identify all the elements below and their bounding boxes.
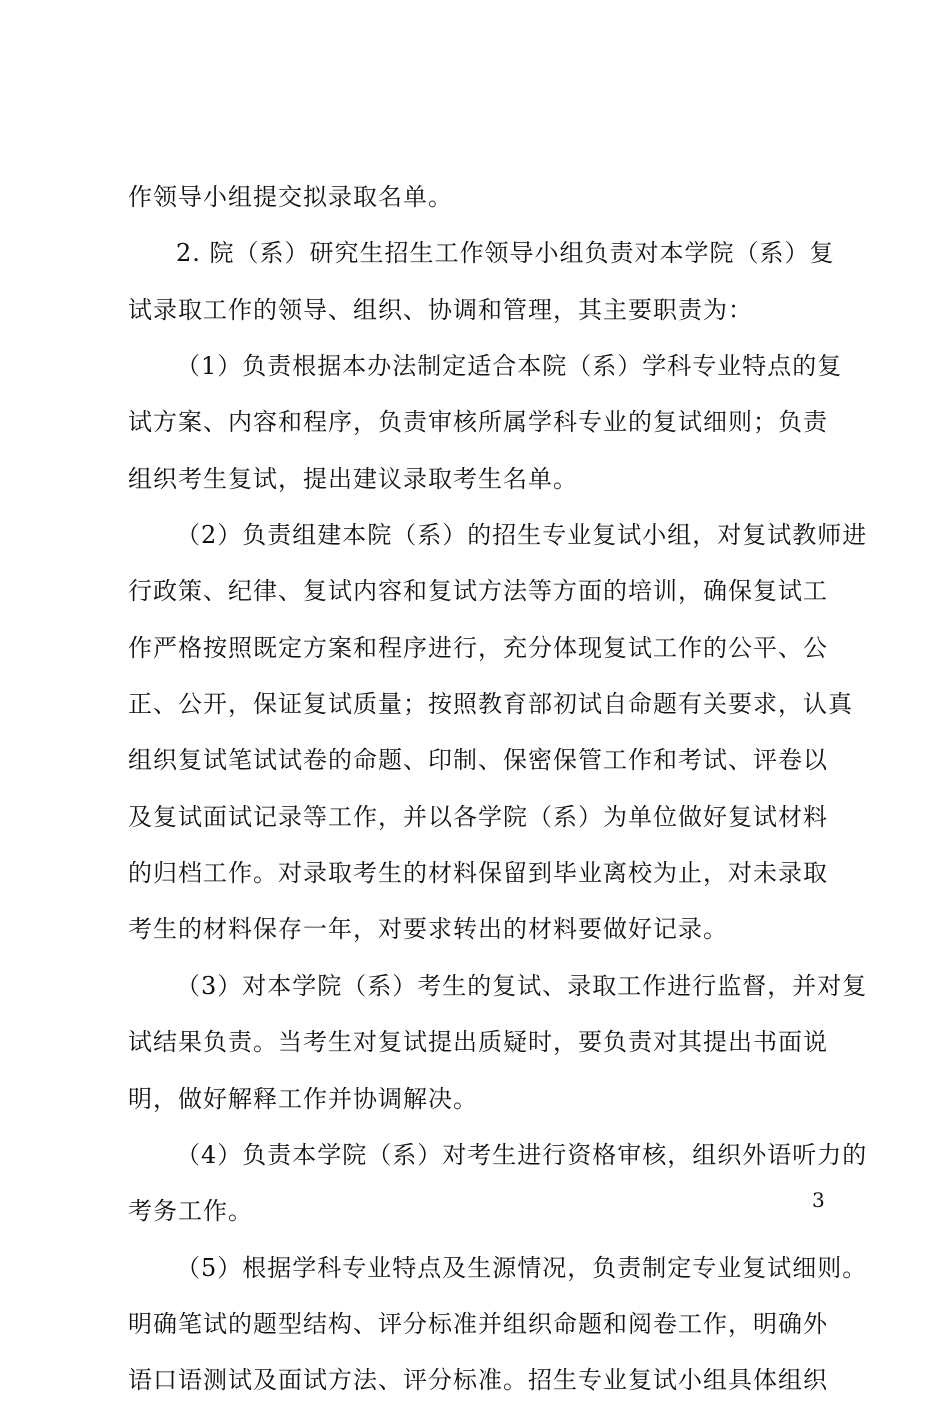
text-line-5: 试方案、内容和程序，负责审核所属学科专业的复试细则；负责 [128,408,828,437]
text-line-2: 2. 院（系）研究生招生工作领导小组负责对本学院（系）复 [176,239,835,268]
text-line-1: 作领导小组提交拟录取名单。 [128,183,453,211]
text-line-20: （5）根据学科专业特点及生源情况，负责制定专业复试细则。 [176,1253,868,1282]
text-line-16: 试结果负责。当考生对复试提出质疑时，要负责对其提出书面说 [128,1028,828,1057]
text-line-6: 组织考生复试，提出建议录取考生名单。 [128,464,578,493]
text-line-17: 明，做好解释工作并协调解决。 [128,1084,478,1113]
text-line-9: 作严格按照既定方案和程序进行，充分体现复试工作的公平、公 [128,633,828,662]
text-line-13: 的归档工作。对录取考生的材料保留到毕业离校为止，对未录取 [128,859,828,888]
text-line-3: 试录取工作的领导、组织、协调和管理，其主要职责为： [128,295,753,324]
body-text [128,169,868,1409]
text-line-14: 考生的材料保存一年，对要求转出的材料要做好记录。 [128,915,728,944]
page-number: 3 [812,1188,825,1212]
text-line-12: 及复试面试记录等工作，并以各学院（系）为单位做好复试材料 [128,802,828,831]
text-line-18: （4）负责本学院（系）对考生进行资格审核，组织外语听力的 [176,1140,868,1169]
text-line-22: 语口语测试及面试方法、评分标准。招生专业复试小组具体组织 [128,1366,828,1395]
text-line-4: （1）负责根据本办法制定适合本院（系）学科专业特点的复 [176,352,843,381]
text-line-19: 考务工作。 [128,1197,253,1226]
text-line-21: 明确笔试的题型结构、评分标准并组织命题和阅卷工作，明确外 [128,1309,828,1338]
text-line-8: 行政策、纪律、复试内容和复试方法等方面的培训，确保复试工 [128,577,828,606]
text-line-7: （2）负责组建本院（系）的招生专业复试小组，对复试教师进 [176,521,868,550]
text-line-15: （3）对本学院（系）考生的复试、录取工作进行监督，并对复 [176,971,868,1000]
text-line-11: 组织复试笔试试卷的命题、印制、保密保管工作和考试、评卷以 [128,746,828,775]
text-line-10: 正、公开，保证复试质量；按照教育部初试自命题有关要求，认真 [128,690,853,719]
